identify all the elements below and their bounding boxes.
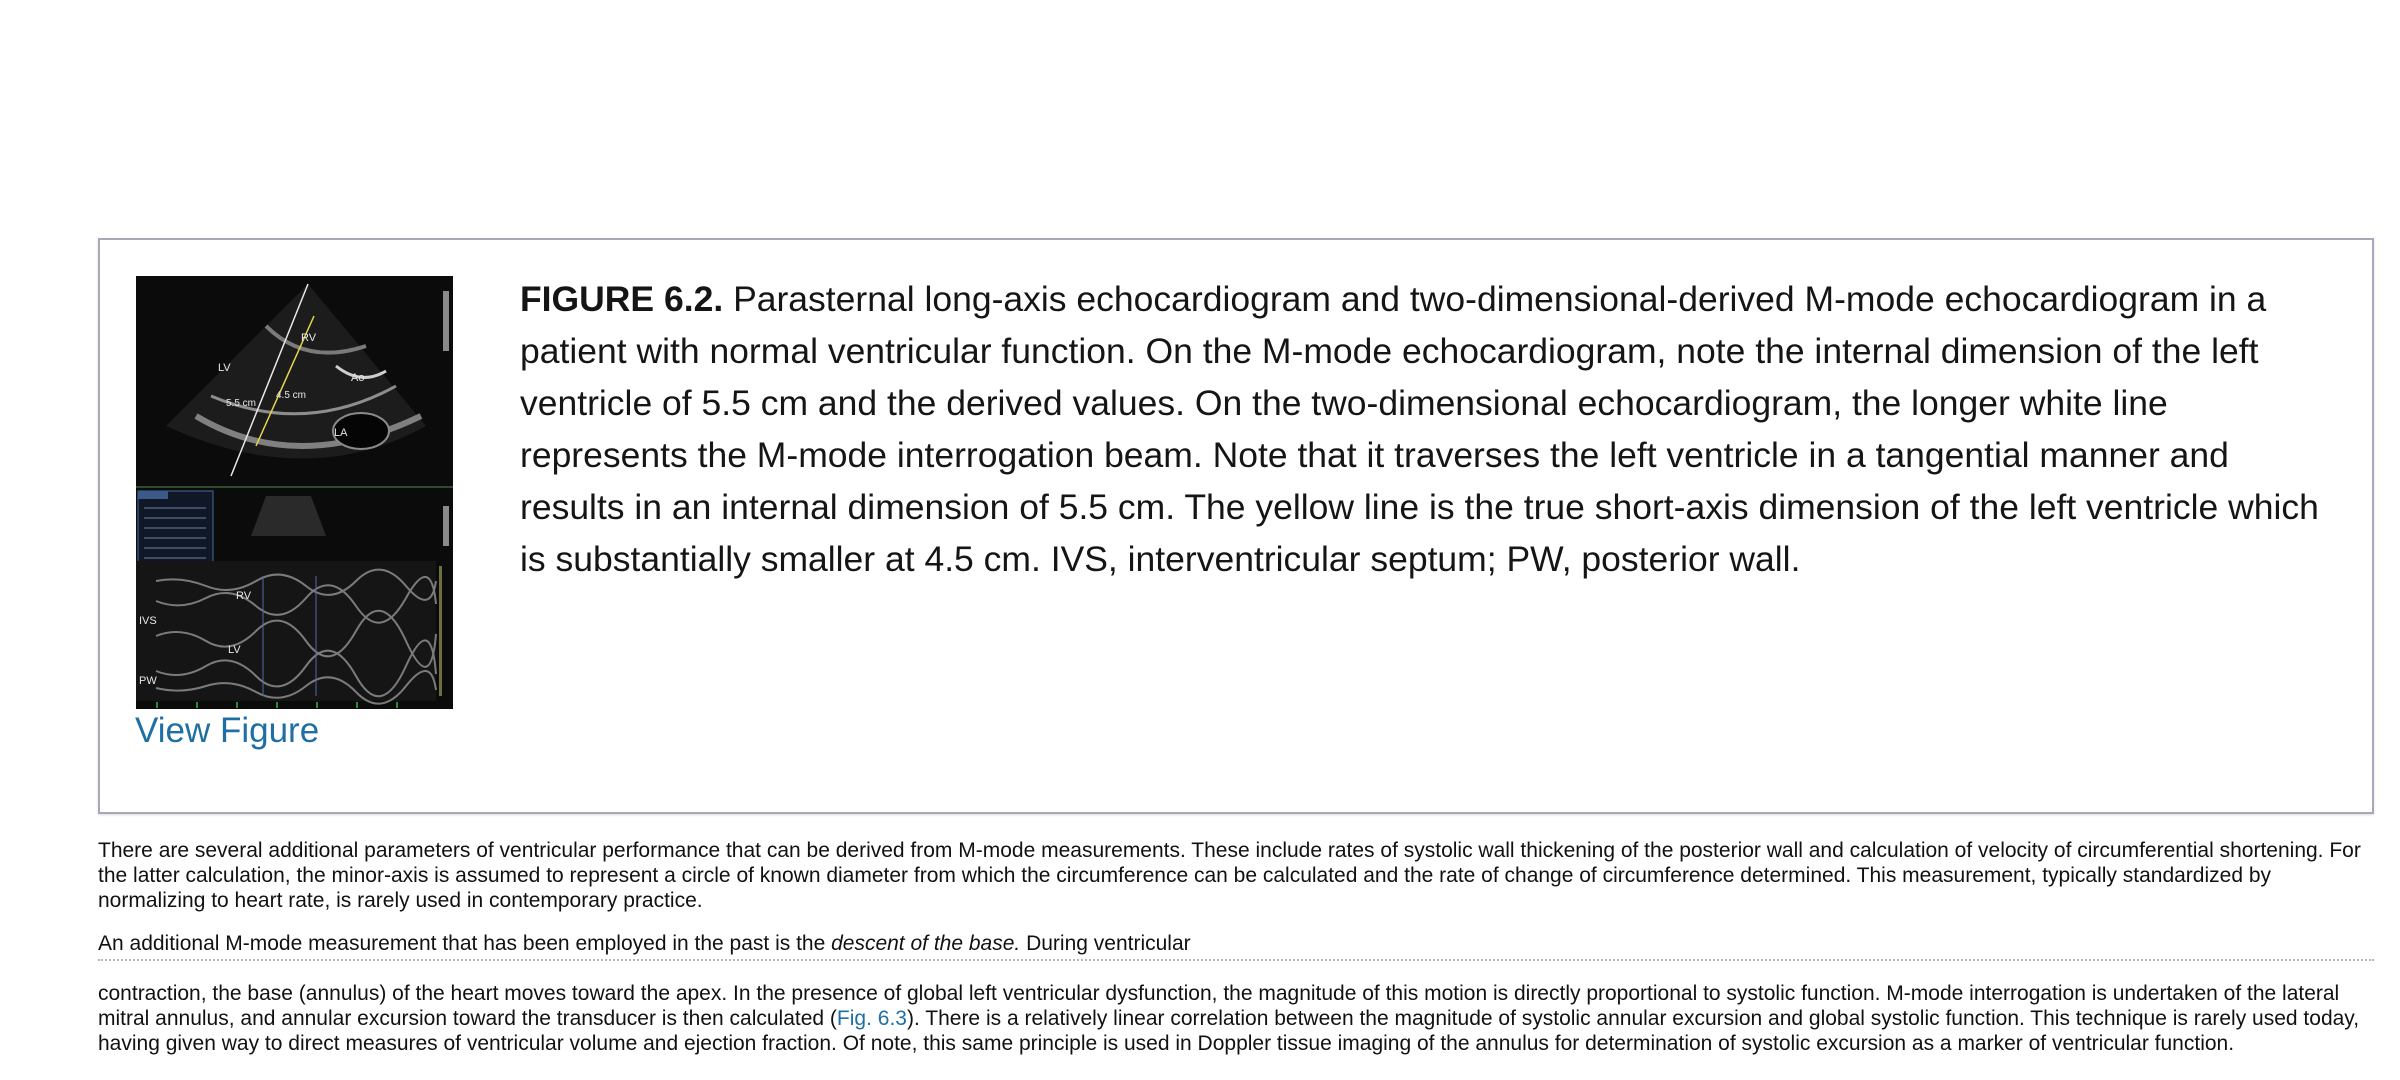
label-rv-mmode: RV (236, 590, 252, 602)
label-lv-top: LV (218, 362, 231, 374)
label-ao: Ao (351, 372, 365, 384)
label-la: LA (334, 427, 348, 439)
label-rv-top: RV (301, 332, 317, 344)
paragraph-3-text-end: ). There is a relatively linear correlation between the magnitude of systolic annular excursion and global systolic function. This technique is rarely used today, having given way to direct measures of ventricular volume and ejection fraction. Of note, this same principle is used in Doppler tissue imaging of the annulus for determination of systolic excursion as a marker of ventricular function. (98, 1007, 2360, 1055)
paragraph-2-text-end: During ventricular (1020, 932, 1191, 955)
paragraph-3 (98, 981, 2374, 1056)
echocardiogram-image (136, 276, 453, 709)
figure-caption-text: Parasternal long-axis echocardiogram and two-dimensional-derived M-mode echocardiogram in a patient with normal ventricular function. On the M-mode echocardiogram, note the internal dimension of the left ventricle of 5.5 cm and the derived values. On the two-dimensional echocardiogram, the longer white line represents the M-mode interrogation beam. Note that it traverses the left ventricle in a tangential manner and results in an internal dimension of 5.5 cm. The yellow line is the true short-axis dimension of the left ventricle which is substantially smaller at 4.5 cm. IVS, interventricular septum; PW, posterior wall. (520, 279, 2319, 579)
paragraph-2 (98, 931, 2374, 961)
label-pw: PW (139, 675, 157, 687)
paragraph-1: There are several additional parameters of ventricular performance that can be derived from M-mode measurements. These include rates of systolic wall thickening of the posterior wall and calculation of velocity of circumferential shortening. For the latter calculation, the minor-axis is assumed to represent a circle of known diameter from which the circumference can be calculated and the rate of change of circumference determined. This measurement, typically standardized by normalizing to heart rate, is rarely used in contemporary practice. (98, 839, 2361, 912)
figure-caption (520, 273, 2340, 585)
label-ivs: IVS (139, 615, 157, 627)
label-measure-short: 4.5 cm (276, 390, 307, 401)
label-lv-mmode: LV (228, 644, 241, 656)
label-measure-long: 5.5 cm (226, 398, 257, 409)
fig-6-3-link[interactable]: Fig. 6.3 (836, 1007, 907, 1030)
paragraph-2-emphasis: descent of the base. (831, 932, 1021, 955)
paragraph-3-text: contraction, the base (annulus) of the heart moves toward the apex. In the presence of global left ventricular dysfunction, the magnitude of this motion is directly proportional to systolic function. M-mode interrogation is undertaken of the lateral mitral annulus, and annular excursion toward the transducer is then calculated ( (98, 982, 2340, 1030)
figure-thumbnail[interactable] (136, 276, 453, 709)
paragraph-2-text: An additional M-mode measurement that has been employed in the past is the (98, 932, 832, 955)
figure-label: FIGURE 6.2. (520, 279, 724, 319)
view-figure-link[interactable]: View Figure (135, 711, 320, 750)
